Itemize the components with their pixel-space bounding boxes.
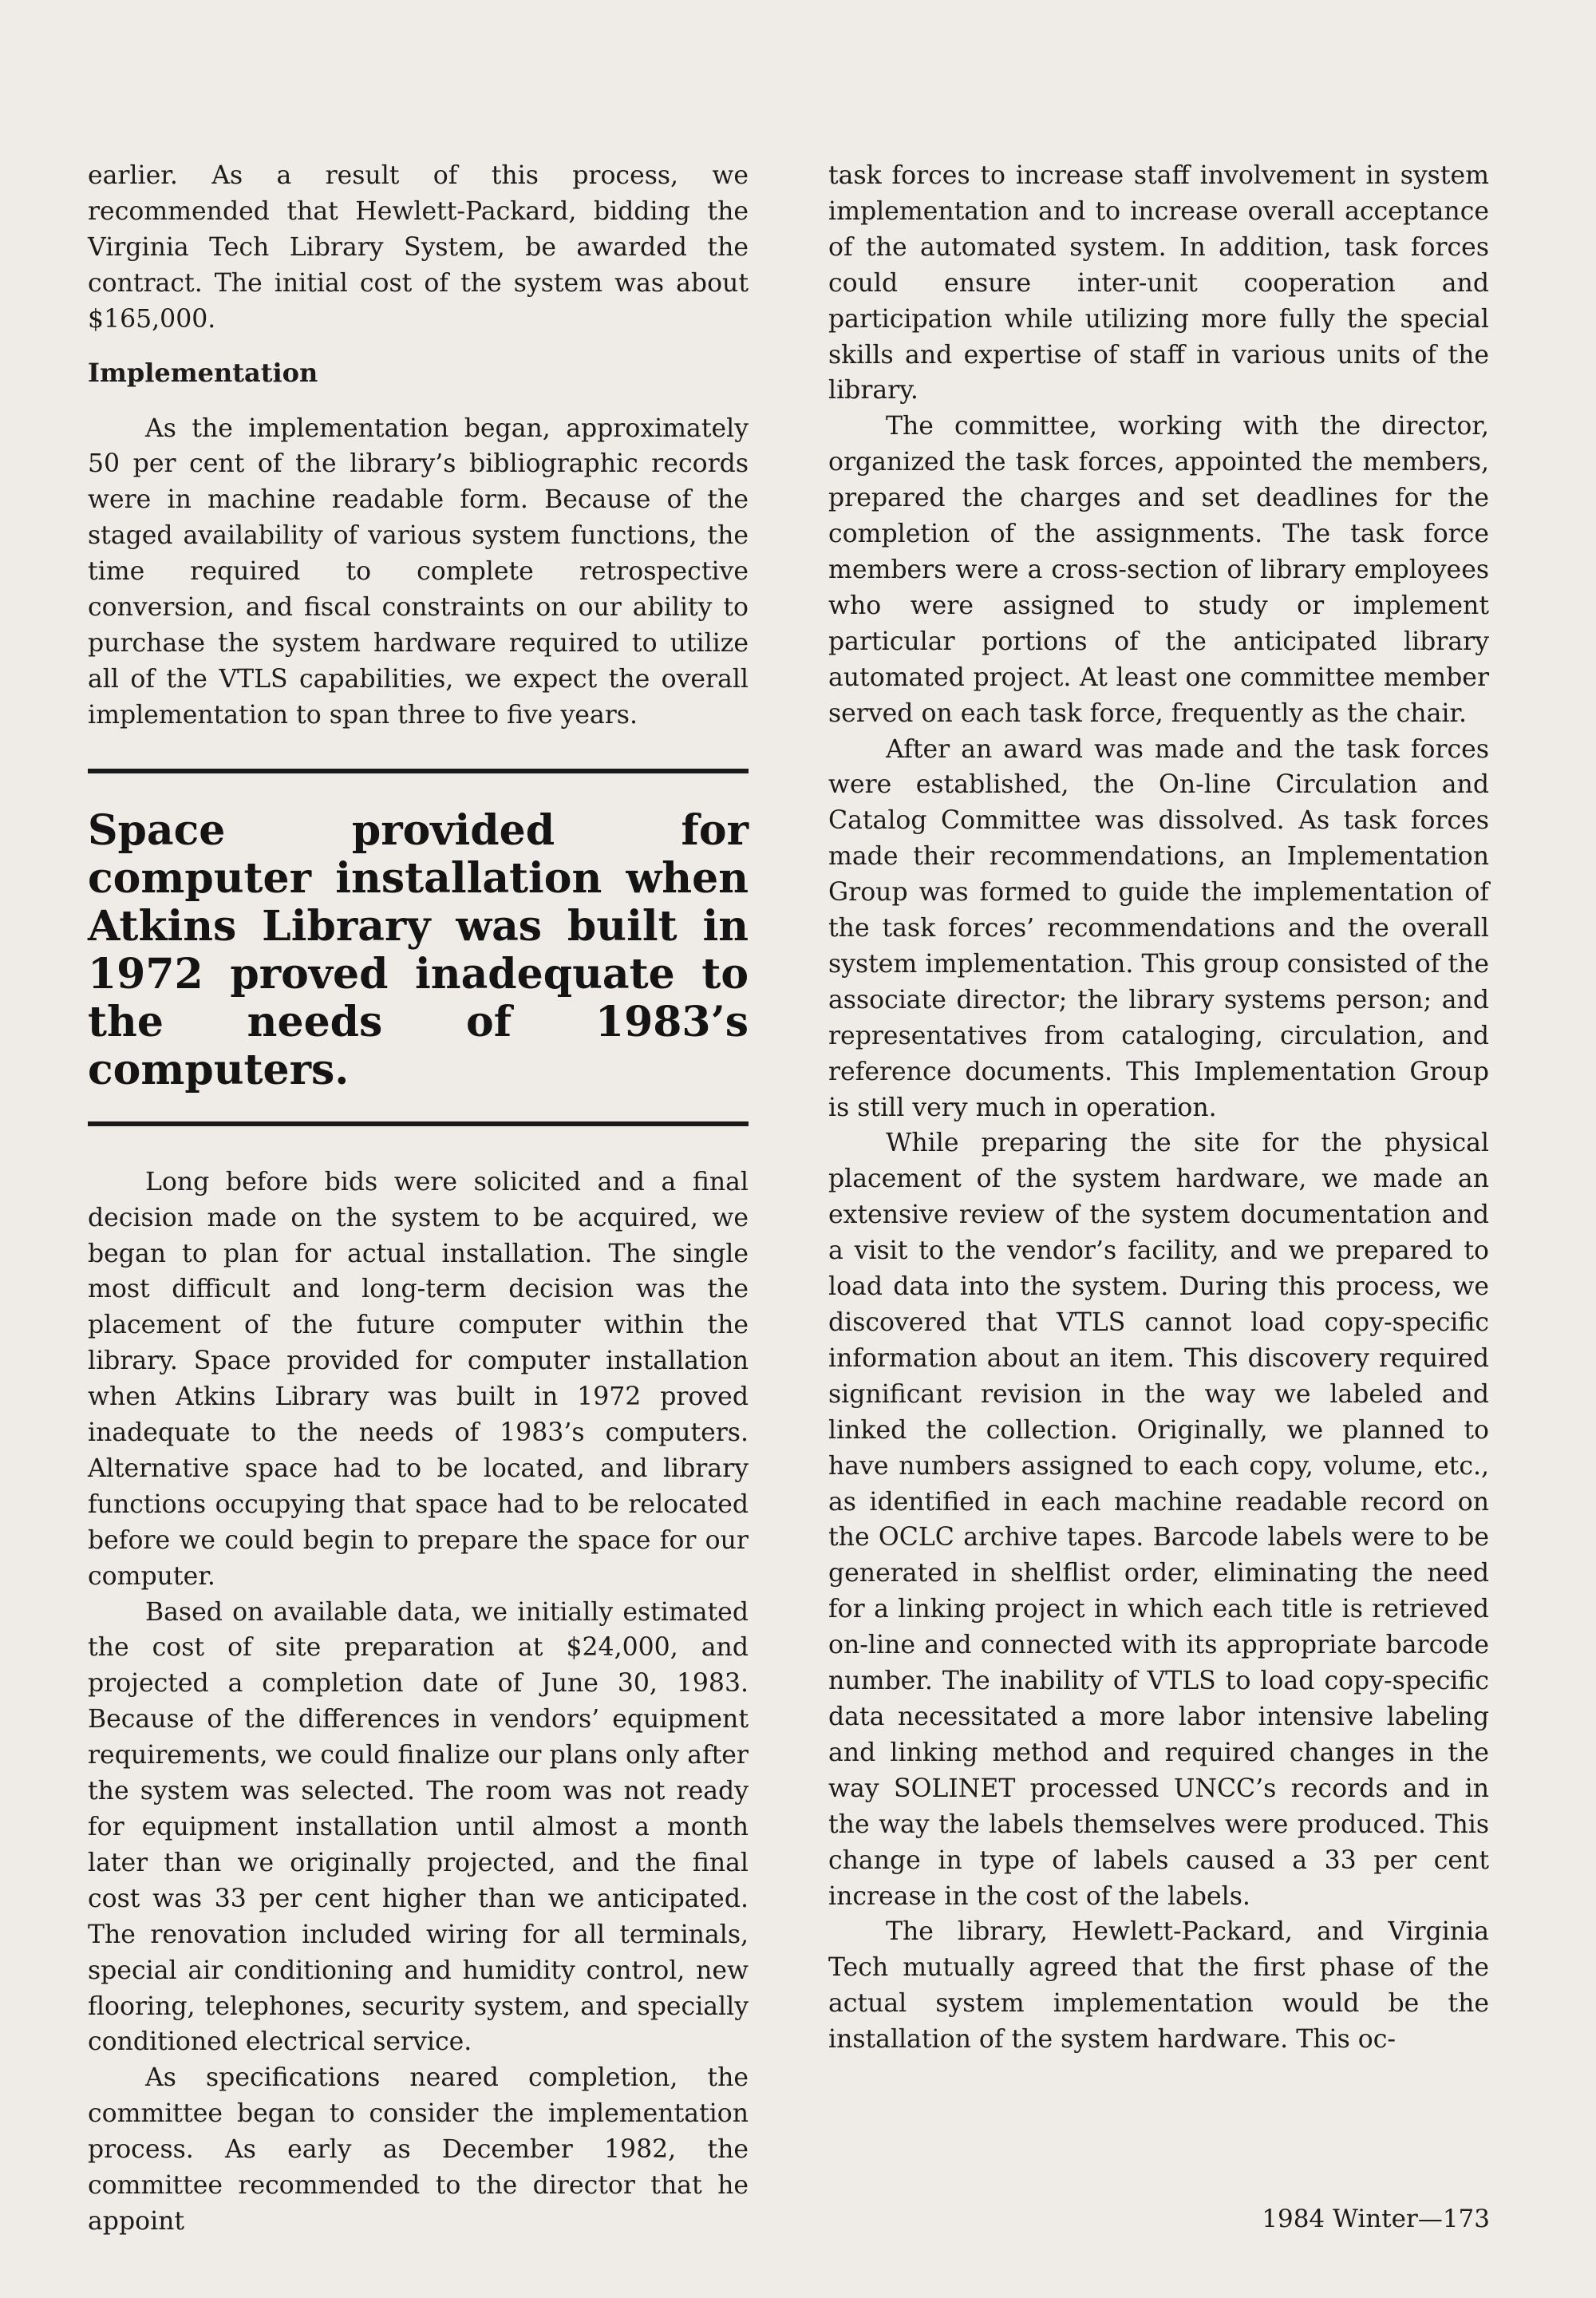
right-column: [828, 158, 1489, 2058]
paragraph-specifications: As specifications neared completion, the committee began to consider the implementation process. As early as December 1982, the committee recommended to the director that he appoint: [88, 2063, 749, 2236]
section-heading-implementation: Implementation: [88, 357, 318, 388]
paragraph-committee: The committee, working with the director, organized the task forces, appointed the members, prepared the charges and set deadlines for the completion of the assignments. The task force members were a cross-section of library employees who were assigned to study or implement particular portions of the anticipated library automated project. At least one committee member served on each task force, frequently as the chair.: [828, 412, 1489, 728]
paragraph-intro: earlier. As a result of this process, we recommended that Hewlett-Packard, bidding the Virginia Tech Library System, be awarded the contract. The initial cost of the system was about $165,000.: [88, 161, 749, 334]
paragraph-award: After an award was made and the task forces were established, the On-line Circulation and Catalog Committee was dissolved. As task forces made their recommendations, an Implementation Group was formed to guide the implementation of the task forces’ recommendations and the overall system implementation. This group consisted of the associate director; the library systems person; and representatives from cataloging, circulation, and reference documents. This Implementation Group is still very much in operation.: [828, 734, 1489, 1122]
paragraph-first-phase: The library, Hewlett-Packard, and Virginia Tech mutually agreed that the first phase of the actual system implementation would be the installation of the system hardware. This oc-: [828, 1917, 1489, 2055]
paragraph-bids: Long before bids were solicited and a final decision made on the system to be acquired, we began to plan for actual installation. The single most difficult and long-term decision was the placement of the future computer within the library. Space provided for computer installation when Atkins Library was built in 1972 proved inadequate to the needs of 1983’s computers. Alternative space had to be located, and library functions occupying that space had to be relocated before we could begin to prepare the space for our computer.: [88, 1167, 749, 1591]
paragraph-site-preparation: While preparing the site for the physical placement of the system hardware, we made an extensive review of the system documentation and a visit to the vendor’s facility, and we prepared to load data into the system. During this process, we discovered that VTLS cannot load copy-specific information about an item. This discovery required significant revision in the way we labeled and linked the collection. Originally, we planned to have numbers assigned to each copy, volume, etc., as identified in each machine readable record on the OCLC archive tapes. Barcode labels were to be generated in shelflist order, eliminating the need for a linking project in which each title is retrieved on-line and connected with its appropriate barcode number. The inability of VTLS to load copy-specific data necessitated a more labor intensive labeling and linking method and required changes in the way SOLINET processed UNCC’s records and in the way the labels themselves were produced. This change in type of labels caused a 33 per cent increase in the cost of the labels.: [828, 1129, 1489, 1911]
left-column: [88, 158, 749, 2240]
paragraph-implementation: As the implementation began, approximately 50 per cent of the library’s bibliographic records were in machine readable form. Because of the staged availability of various system functions, the time required to complete retrospective conversion, and fiscal constraints on our ability to purchase the system hardware required to utilize all of the VTLS capabilities, we expect the overall implementation to span three to five years.: [88, 413, 749, 730]
pull-quote-top-rule: [88, 769, 749, 773]
pull-quote-text: Space provided for computer installation when Atkins Library was built in 1972 proved inadequate to the needs of 1983’s computers.: [88, 805, 749, 1094]
page-folio: 1984 Winter—173: [1262, 2205, 1490, 2233]
pull-quote-bottom-rule: [88, 1121, 749, 1126]
pull-quote: [88, 769, 749, 1126]
paragraph-site-cost: Based on available data, we initially estimated the cost of site preparation at $24,000, and projected a completion date of June 30, 1983. Because of the differences in vendors’ equipment requirements, we could finalize our plans only after the system was selected. The room was not ready for equipment installation until almost a month later than we originally projected, and the final cost was 33 per cent higher than we anticipated. The renovation included wiring for all terminals, special air conditioning and humidity control, new flooring, telephones, security system, and specially conditioned electrical service.: [88, 1597, 749, 2057]
paragraph-task-forces: task forces to increase staff involvement in system implementation and to increase overall acceptance of the automated system. In addition, task forces could ensure inter-unit cooperation and participation while utilizing more fully the special skills and expertise of staff in various units of the library.: [828, 161, 1489, 405]
